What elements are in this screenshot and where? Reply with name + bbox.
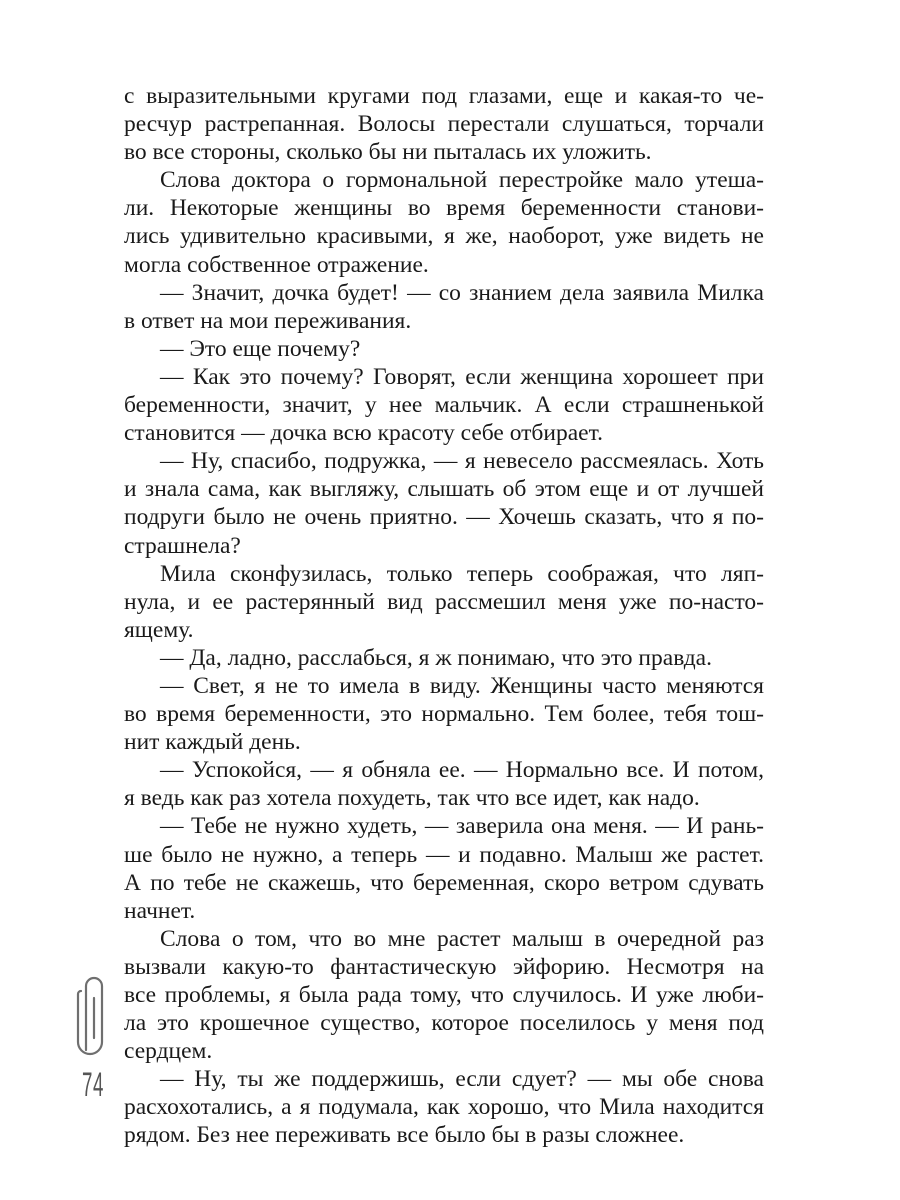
text-line: ла это крошечное существо, которое поселилось у меня под [124,1010,764,1037]
text-line: во все стороны, сколько бы ни пыталась их уложить. [124,139,652,166]
text-line: — Значит, дочка будет! — со знанием дела заявила Милка [160,279,764,306]
text-line: А по тебе не скажешь, что беременная, скоро ветром сдувать [124,869,764,896]
text-line: подруги было не очень приятно. — Хочешь сказать, что я по- [124,504,764,531]
text-line: с выразительными кругами под глазами, еще и какая-то че- [124,83,764,109]
page-number: 74 [82,1066,104,1104]
text-line: сердцем. [124,1038,213,1065]
text-line: Слова доктора о гормональной перестройке мало утеша- [160,167,764,194]
text-line: — Тебе не нужно худеть, — заверила она меня. — И рань- [160,813,764,840]
text-line: Мила сконфузилась, только теперь соображая, что ляп- [160,560,764,587]
text-line: и знала сама, как выгляжу, слышать об этом еще и от лучшей [124,476,764,503]
text-line: во время беременности, это нормально. Тем более, тебя тош- [124,701,764,728]
text-line: лись удивительно красивыми, я же, наоборот, уже видеть не [124,223,764,250]
text-line: беременности, значит, у нее мальчик. А если страшненькой [124,392,764,419]
text-line: — Успокойся, — я обняла ее. — Нормально все. И потом, [160,757,764,784]
text-line: вызвали какую-то фантастическую эйфорию. Несмотря на [124,953,764,980]
body-text [124,82,764,1150]
text-line: рядом. Без нее переживать все было бы в разы сложнее. [124,1122,685,1149]
text-line: ли. Некоторые женщины во время беременности станови- [124,195,764,222]
text-line: страшнела? [124,532,241,559]
text-line: Слова о том, что во мне растет малыш в очередной раз [160,925,764,952]
text-line: — Ну, ты же поддержишь, если сдует? — мы обе снова [160,1066,764,1093]
text-line: — Свет, я не то имела в виду. Женщины часто меняются [160,672,764,699]
text-line: расхохотались, а я подумала, как хорошо, что Мила находится [124,1094,764,1121]
text-line: ше было не нужно, а теперь — и подавно. Малыш же растет. [124,841,764,868]
text-line: — Это еще почему? [160,335,361,362]
text-line: я ведь как раз хотела похудеть, так что все идет, как надо. [124,785,700,812]
text-line: начнет. [124,897,196,924]
text-line: — Да, ладно, расслабься, я ж понимаю, что это правда. [160,644,712,671]
text-line: все проблемы, я была рада тому, что случилось. И уже люби- [124,982,764,1008]
text-line: нит каждый день. [124,729,301,756]
text-line: — Ну, спасибо, подружка, — я невесело рассмеялась. Хоть [160,448,764,475]
text-line: в ответ на мои переживания. [124,307,412,334]
paperclip-icon [76,968,112,1064]
text-line: ресчур растрепанная. Волосы перестали слушаться, торчали [124,111,764,138]
text-line: ящему. [124,616,194,643]
text-line: становится — дочка всю красоту себе отбирает. [124,420,603,447]
text-line: — Как это почему? Говорят, если женщина хорошеет при [160,363,764,390]
text-line: могла собственное отражение. [124,251,429,278]
text-line: нула, и ее растерянный вид рассмешил меня уже по-насто- [124,588,764,615]
